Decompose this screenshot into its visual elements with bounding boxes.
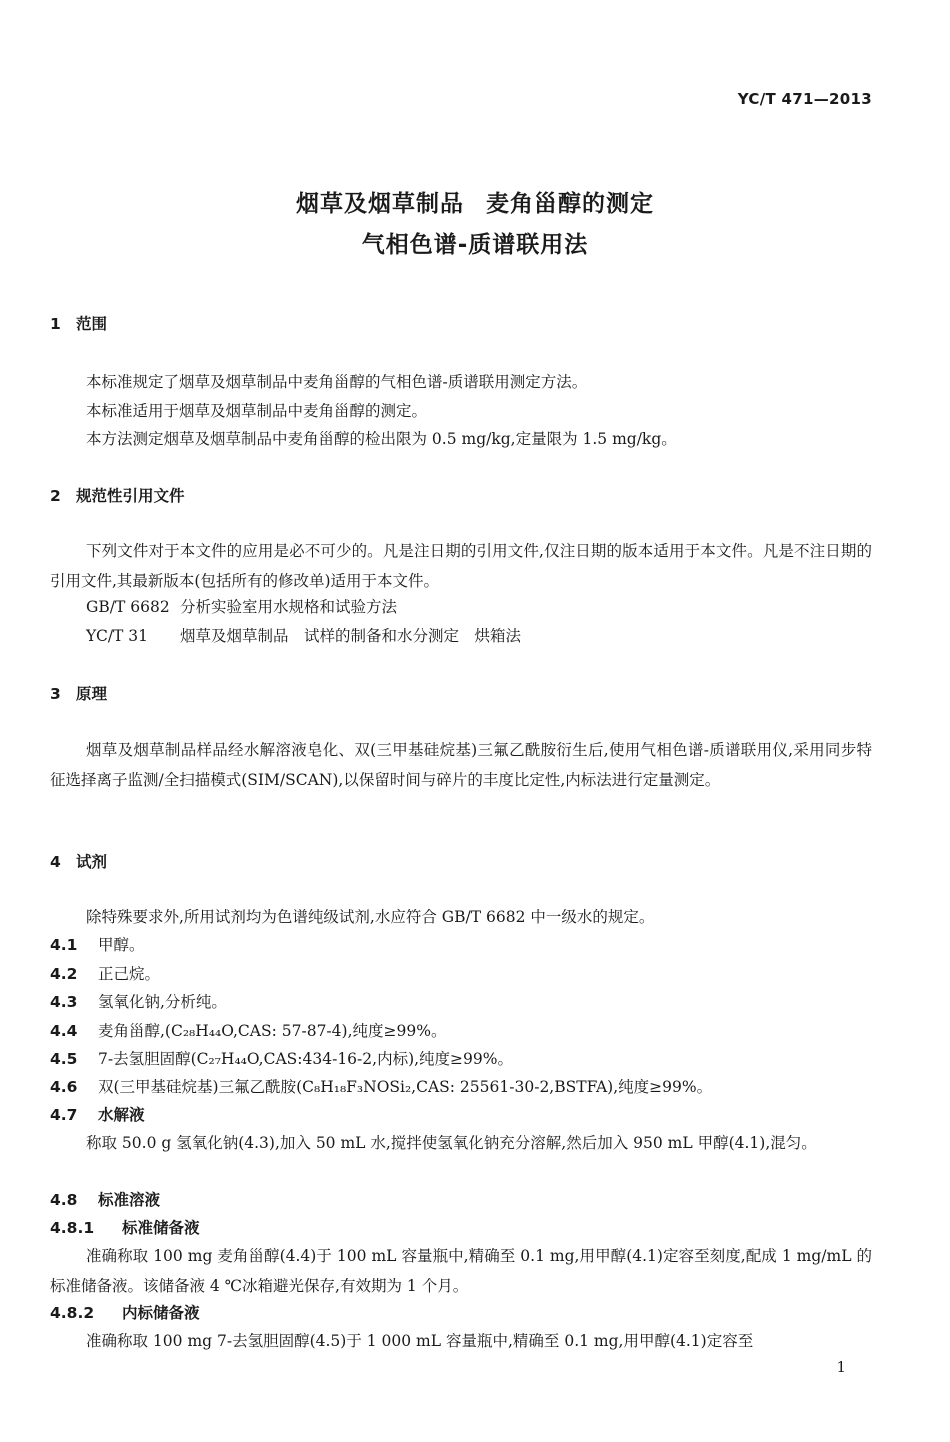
reagent-item: 4.3 氢氧化钠,分析纯。 [50,993,227,1011]
title-part-2: 麦角甾醇的测定 [486,191,654,217]
section-2-heading: 2 规范性引用文件 [50,487,185,505]
reagent-item: 4.1 甲醇。 [50,936,145,954]
reference-item: YC/T 31 烟草及烟草制品 试样的制备和水分测定 烘箱法 [86,627,522,645]
hydrolysis-solution-text: 称取 50.0 g 氢氧化钠(4.3),加入 50 mL 水,搅拌使氢氧化钠充分溶解,然后加入 950 mL 甲醇(4.1),混匀。 [86,1134,817,1152]
reagent-item: 4.8.1 标准储备液 [50,1219,200,1237]
title-part-1: 烟草及烟草制品 [296,191,464,217]
internal-standard-text: 准确称取 100 mg 7-去氢胆固醇(4.5)于 1 000 mL 容量瓶中,精确至 0.1 mg,用甲醇(4.1)定容至 [86,1332,754,1350]
section-4-heading: 4 试剂 [50,853,108,871]
reagent-item: 4.8 标准溶液 [50,1191,161,1209]
section-1-para-3: 本方法测定烟草及烟草制品中麦角甾醇的检出限为 0.5 mg/kg,定量限为 1.5 mg/kg。 [86,430,677,448]
section-2-intro: 下列文件对于本文件的应用是必不可少的。凡是注日期的引用文件,仅注日期的版本适用于本文件。凡是不注日期的引用文件,其最新版本(包括所有的修改单)适用于本文件。 [50,542,872,590]
reagent-item: 4.5 7-去氢胆固醇(C₂₇H₄₄O,CAS:434-16-2,内标),纯度≥99%。 [50,1050,513,1068]
section-1-para-1: 本标准规定了烟草及烟草制品中麦角甾醇的气相色谱-质谱联用测定方法。 [86,373,588,391]
section-1-heading: 1 范围 [50,315,108,333]
reagent-item: 4.4 麦角甾醇,(C₂₈H₄₄O,CAS: 57-87-4),纯度≥99%。 [50,1022,447,1040]
reference-item: GB/T 6682 分析实验室用水规格和试验方法 [86,598,398,616]
section-1-para-2: 本标准适用于烟草及烟草制品中麦角甾醇的测定。 [86,402,428,420]
page-number: 1 [836,1358,846,1376]
section-4-intro: 除特殊要求外,所用试剂均为色谱纯级试剂,水应符合 GB/T 6682 中一级水的规定。 [86,908,655,926]
standard-code: YC/T 471—2013 [737,90,872,108]
reagent-item: 4.6 双(三甲基硅烷基)三氟乙酰胺(C₈H₁₈F₃NOSi₂,CAS: 25561-30-2,BSTFA),纯度≥99%。 [50,1078,713,1096]
title-line-1 [0,185,950,218]
standard-stock-text: 准确称取 100 mg 麦角甾醇(4.4)于 100 mL 容量瓶中,精确至 0.1 mg,用甲醇(4.1)定容至刻度,配成 1 mg/mL 的标准储备液。该储备液 4 ℃冰箱避光保存,有效期为 1 个月。 [50,1247,872,1295]
title-line-2: 气相色谱-质谱联用法 [361,232,589,258]
section-3-text: 烟草及烟草制品样品经水解溶液皂化、双(三甲基硅烷基)三氟乙酰胺衍生后,使用气相色谱-质谱联用仪,采用同步特征选择离子监测/全扫描模式(SIM/SCAN),以保留时间与碎片的丰度比定性,内标法进行定量测定。 [50,741,872,789]
reagent-item: 4.8.2 内标储备液 [50,1304,200,1322]
reagent-item: 4.7 水解液 [50,1106,145,1124]
section-3-heading: 3 原理 [50,685,108,703]
reagent-item: 4.2 正己烷。 [50,965,161,983]
